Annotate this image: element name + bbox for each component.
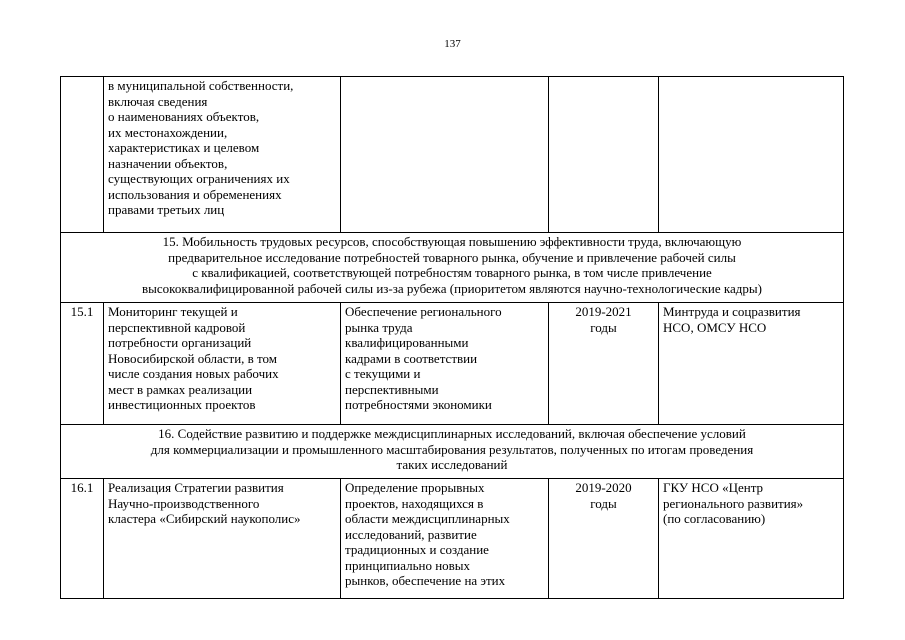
- result-cell: [341, 303, 549, 425]
- responsible-cell: [659, 77, 844, 233]
- result-line: традиционных и создание: [345, 542, 489, 557]
- measure-line: Научно-производственного: [108, 495, 260, 511]
- result-line: перспективными: [345, 381, 439, 397]
- result-cell: [341, 77, 549, 233]
- measure-line: числе создания новых рабочих: [108, 366, 279, 381]
- measure-line: использования и обременениях: [108, 186, 282, 202]
- section-heading-15: [61, 233, 844, 303]
- row-number-cell: 16.1: [61, 479, 104, 599]
- row-number-cell: 15.1: [61, 303, 104, 425]
- result-cell: [341, 479, 549, 599]
- period-line: 2019-2020: [575, 480, 632, 495]
- measure-cell: [104, 479, 341, 599]
- result-line: области междисциплинарных: [345, 511, 510, 526]
- responsible-line: ГКУ НСО «Центр: [663, 480, 764, 495]
- section-heading-row: [61, 233, 844, 303]
- responsible-line: НСО, ОМСУ НСО: [663, 319, 767, 335]
- measure-line: кластера «Сибирский наукополис»: [108, 511, 301, 526]
- result-line: квалифицированными: [345, 335, 469, 350]
- responsible-cell: [659, 303, 844, 425]
- measure-line: о наименованиях объектов,: [108, 109, 260, 124]
- section-heading-line: 16. Содействие развитию и поддержке междисциплинарных исследований, включая обеспечение условий: [158, 426, 746, 441]
- measure-line: потребности организаций: [108, 335, 252, 350]
- measure-line: в муниципальной собственности,: [108, 78, 294, 93]
- period-cell: [549, 303, 659, 425]
- period-cell: [549, 77, 659, 233]
- result-line: кадрами в соответствии: [345, 350, 478, 366]
- measure-cell: [104, 77, 341, 233]
- result-line: рынков, обеспечение на этих: [345, 573, 506, 588]
- section-heading-row: [61, 425, 844, 479]
- responsible-line: регионального развития»: [663, 495, 804, 511]
- section-heading-line: высококвалифицированной рабочей силы из-за рубежа (приоритетом являются научно-технологические кадры): [142, 280, 762, 296]
- period-line: 2019-2021: [575, 304, 632, 319]
- measure-line: инвестиционных проектов: [108, 397, 256, 412]
- result-line: с текущими и: [345, 366, 421, 381]
- section-heading-line: предварительное исследование потребностей товарного рынка, обучение и привлечение рабочей силы: [168, 249, 736, 265]
- section-heading-line: 15. Мобильность трудовых ресурсов, способствующая повышению эффективности труда, включающую: [162, 234, 742, 249]
- period-line: годы: [590, 495, 617, 511]
- measure-line: Мониторинг текущей и: [108, 304, 238, 319]
- period-cell: [549, 479, 659, 599]
- result-line: Определение прорывных: [345, 480, 485, 495]
- row-number-cell: [61, 77, 104, 233]
- table-row-continuation: [61, 77, 844, 233]
- result-line: потребностями экономики: [345, 397, 492, 412]
- measure-line: существующих ограничениях их: [108, 171, 290, 186]
- measure-line: их местонахождении,: [108, 124, 228, 140]
- section-heading-16: [61, 425, 844, 479]
- result-line: исследований, развитие: [345, 526, 477, 542]
- result-line: проектов, находящихся в: [345, 495, 484, 511]
- measure-line: перспективной кадровой: [108, 319, 246, 335]
- period-line: годы: [590, 319, 617, 335]
- responsible-line: Минтруда и соцразвития: [663, 304, 801, 319]
- result-line: Обеспечение регионального: [345, 304, 502, 319]
- measure-line: мест в рамках реализации: [108, 381, 253, 397]
- table-row-15-1: [61, 303, 844, 425]
- section-heading-line: с квалификацией, соответствующей потребностям товарного рынка, в том числе привлечение: [192, 265, 712, 280]
- section-heading-line: таких исследований: [396, 457, 508, 472]
- result-line: рынка труда: [345, 319, 413, 335]
- measure-line: правами третьих лиц: [108, 202, 225, 217]
- measure-line: Реализация Стратегии развития: [108, 480, 284, 495]
- responsible-cell: [659, 479, 844, 599]
- measures-table: [60, 76, 844, 599]
- measure-line: включая сведения: [108, 93, 208, 109]
- table-row-16-1: [61, 479, 844, 599]
- measure-line: характеристиках и целевом: [108, 140, 260, 155]
- result-line: принципиально новых: [345, 557, 471, 573]
- responsible-line: (по согласованию): [663, 511, 766, 526]
- section-heading-line: для коммерциализации и промышленного масштабирования результатов, полученных по итогам проведения: [150, 441, 754, 457]
- measure-line: Новосибирской области, в том: [108, 350, 278, 366]
- measure-cell: [104, 303, 341, 425]
- measure-line: назначении объектов,: [108, 155, 228, 171]
- page-number: 137: [444, 38, 461, 50]
